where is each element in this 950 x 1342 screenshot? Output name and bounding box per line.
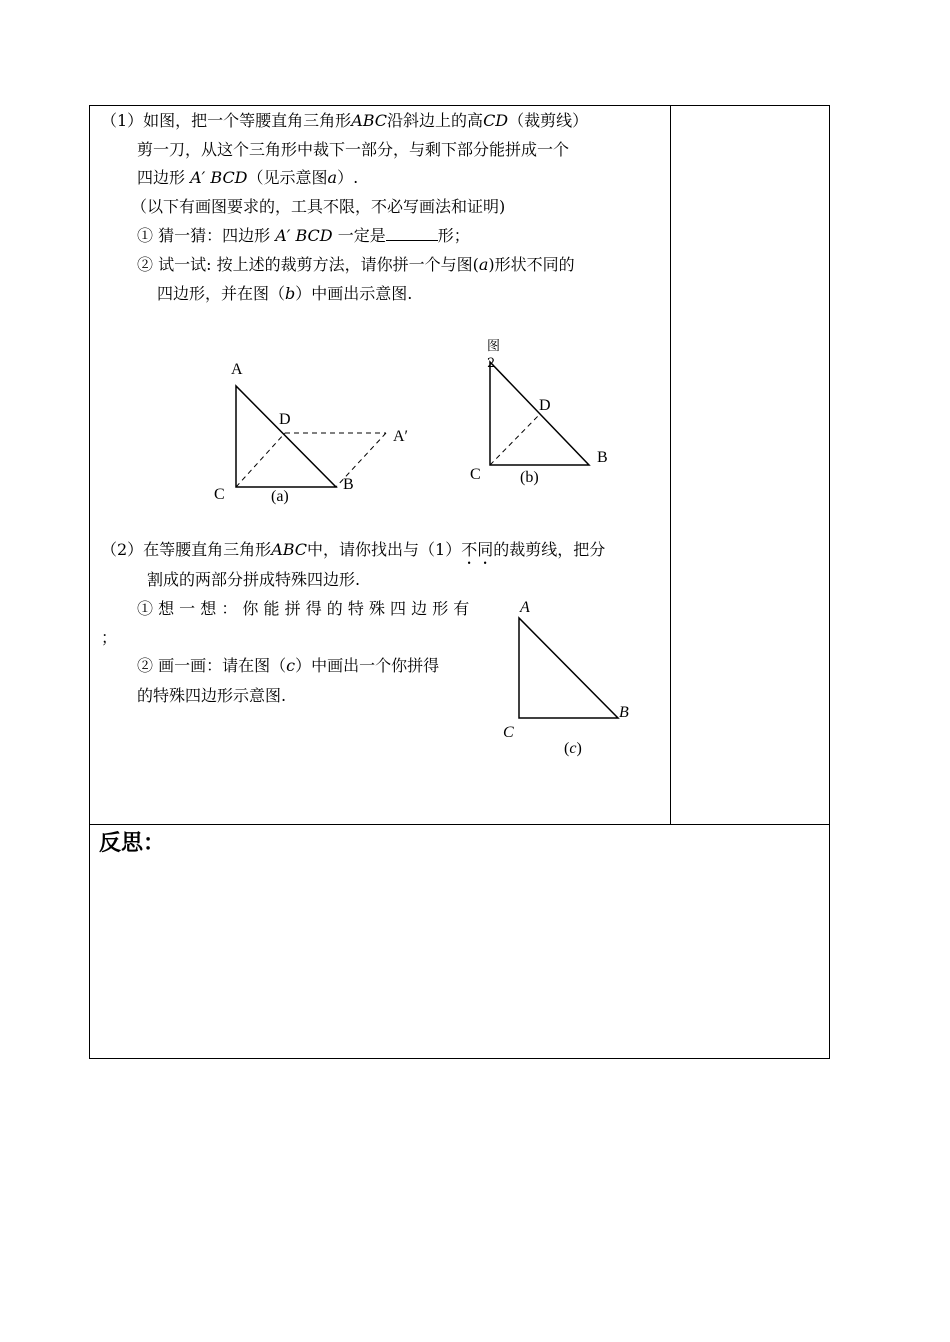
fig-a-label-C: C xyxy=(214,486,225,503)
fig-c-label-A: A xyxy=(520,599,530,616)
part2-line5: ② 画一画：请在图（c）中画出一个你拼得 xyxy=(137,656,440,675)
fig-b-label-C: C xyxy=(470,466,481,483)
fig-a-label-A: A xyxy=(231,361,243,378)
fig-a-label-A2: A′ xyxy=(393,428,409,445)
fig-a-label-B: B xyxy=(343,476,354,493)
column-divider xyxy=(670,105,671,825)
fig-a-label-D: D xyxy=(279,411,291,428)
part1-line7: 四边形，并在图（b）中画出示意图. xyxy=(157,284,413,303)
fig-c-label-C: C xyxy=(503,724,514,741)
part1-line4: （以下有画图要求的，工具不限，不必写画法和证明) xyxy=(131,197,506,216)
fig-a-caption: (a) xyxy=(271,488,289,505)
figure-a xyxy=(205,352,425,512)
part2-line6: 的特殊四边形示意图. xyxy=(137,686,287,705)
reflection-area[interactable] xyxy=(95,865,823,1050)
part1-line6: ② 试一试: 按上述的裁剪方法，请你拼一个与图(a)形状不同的 xyxy=(137,255,575,274)
fig-b-label-D: D xyxy=(539,397,551,414)
part2-line3: ① 想 一 想 ： 你 能 拼 得 的 特 殊 四 边 形 有 xyxy=(137,599,470,618)
fig-b-label-top: 图 xyxy=(487,339,501,354)
part2-line2: 割成的两部分拼成特殊四边形. xyxy=(147,570,361,589)
part1-line2: 剪一刀，从这个三角形中裁下一部分，与剩下部分能拼成一个 xyxy=(137,140,570,159)
part2-line1: （2）在等腰直角三角形ABC中，请你找出与（1）不同的裁剪线，把分 xyxy=(101,540,606,559)
figure-b xyxy=(465,336,625,496)
fig-c-label-B: B xyxy=(619,704,629,721)
reflection-title: 反思： xyxy=(99,831,166,856)
fig-b-caption: (b) xyxy=(520,469,539,486)
fig-b-label-B: B xyxy=(597,449,608,466)
part2-line4: ； xyxy=(101,628,118,647)
figure-c xyxy=(495,592,645,767)
part1-line3: 四边形 A′ BCD（见示意图a）. xyxy=(137,168,359,187)
answer-blank[interactable] xyxy=(386,226,438,241)
fig-b-label-top2: 2 xyxy=(487,356,496,371)
part1-line1: （1）如图，把一个等腰直角三角形ABC沿斜边上的高CD（裁剪线） xyxy=(101,111,589,130)
fig-c-caption: (c) xyxy=(564,740,582,757)
row-divider xyxy=(89,824,830,825)
part1-line5: ① 猜一猜：四边形 A′ BCD 一定是 形； xyxy=(137,226,470,245)
